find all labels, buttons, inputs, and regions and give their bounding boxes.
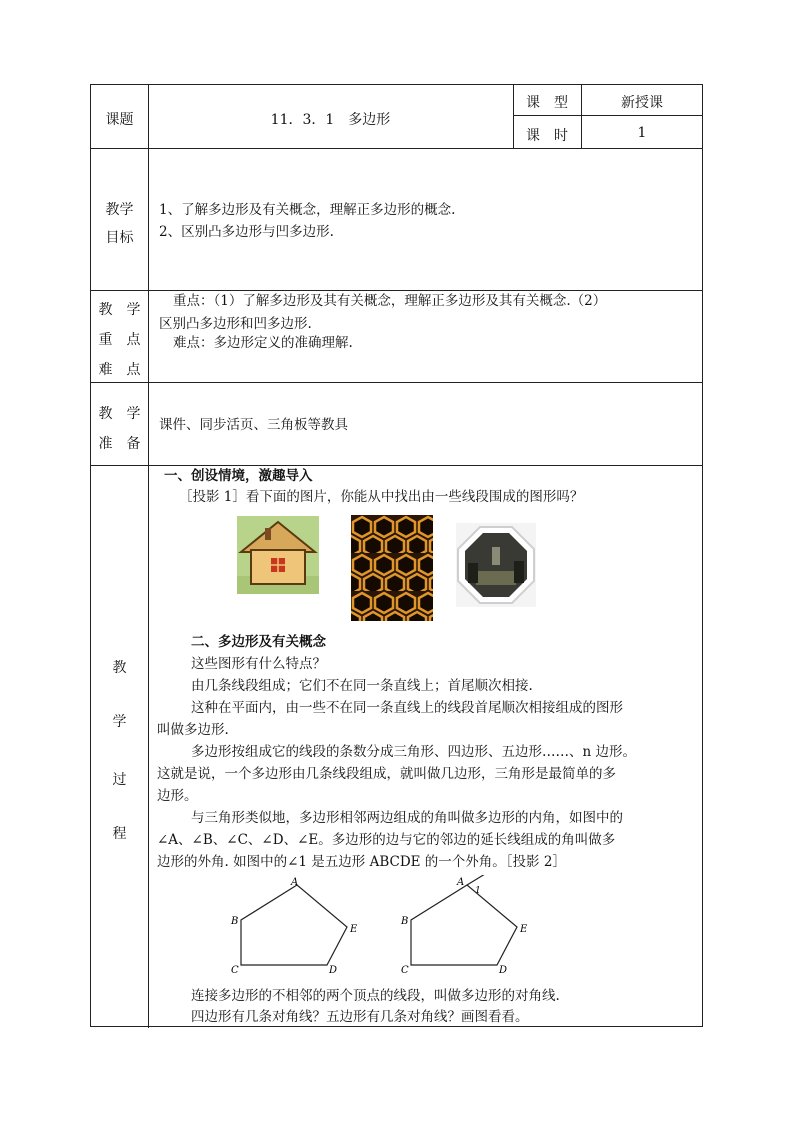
para-line: 由几条线段组成；它们不在同一条直线上；首尾顺次相接. <box>191 678 533 694</box>
vertex-label: E <box>520 924 528 935</box>
prep-text: 课件、同步活页、三角板等教具 <box>159 417 348 433</box>
divider <box>91 148 703 149</box>
honeycomb-image <box>351 515 433 621</box>
process-label-char: 学 <box>112 714 127 730</box>
keypoints-label: 教 学 <box>98 302 141 318</box>
keypoints-label: 难 点 <box>98 362 141 378</box>
vertex-label: A <box>457 877 465 888</box>
para-line: 边形的外角. 如图中的∠1 是五边形 ABCDE 的一个外角。［投影 2］ <box>157 854 566 870</box>
vertex-label: B <box>231 916 239 927</box>
para-line: 叫做多边形. <box>157 722 229 738</box>
section-1-title: 一、创设情境，激趣导入 <box>164 468 313 484</box>
key-line: 区别凸多边形和凹多边形. <box>159 316 312 332</box>
topic-value: 11．3．1 多边形 <box>270 112 391 128</box>
hard-line: 难点：多边形定义的准确理解. <box>173 335 353 351</box>
para-line: 多边形按组成它的线段的条数分成三角形、四边形、五边形……、n 边形。 <box>191 744 636 760</box>
para-line: ∠A、∠B、∠C、∠D、∠E。多边形的边与它的邻边的延长线组成的角叫做多 <box>157 832 616 848</box>
vertex-label: C <box>401 965 409 975</box>
vertex-label: C <box>231 965 239 975</box>
process-label-char: 教 <box>112 660 127 676</box>
octagon-window-image <box>456 523 536 607</box>
key-line: 重点：（1）了解多边形及其有关概念，理解正多边形及其有关概念.（2） <box>173 293 607 309</box>
goal-line: 2、区别凸多边形与凹多边形. <box>159 224 334 240</box>
para-line: 与三角形类似地，多边形相邻两边组成的角叫做多边形的内角，如图中的 <box>191 810 623 826</box>
process-label-char: 程 <box>112 826 127 842</box>
goals-label: 教学 <box>105 202 134 218</box>
keypoints-label: 重 点 <box>98 332 141 348</box>
divider <box>91 382 703 383</box>
divider <box>148 85 149 1028</box>
vertex-label: D <box>329 965 338 975</box>
pentagon-figures <box>221 875 541 975</box>
period-label: 课 时 <box>526 128 568 144</box>
para-line: 边形。 <box>157 788 198 804</box>
pentagon-interior <box>230 877 358 975</box>
divider <box>513 115 703 116</box>
topic-label: 课题 <box>105 112 134 128</box>
prep-label: 教 学 <box>98 406 141 422</box>
house-image <box>237 516 319 594</box>
type-value: 新授课 <box>621 95 663 111</box>
process-label-char: 过 <box>112 772 127 788</box>
para-line: 四边形有几条对角线？五边形有几条对角线？画图看看。 <box>191 1009 529 1025</box>
para-line: 这就是说，一个多边形由几条线段组成，就叫做几边形，三角形是最简单的多 <box>157 766 616 782</box>
prep-label: 准 备 <box>98 436 141 452</box>
angle-label: 1 <box>475 886 481 896</box>
pentagon-exterior-angle <box>400 875 528 975</box>
vertex-label: D <box>499 965 508 975</box>
para-line: 连接多边形的不相邻的两个顶点的线段，叫做多边形的对角线. <box>191 988 560 1004</box>
section-2-title: 二、多边形及有关概念 <box>191 634 326 650</box>
lesson-plan-table <box>90 84 703 1027</box>
para-line: 这种在平面内，由一些不在同一条直线上的线段首尾顺次相接组成的图形 <box>191 700 623 716</box>
type-label: 课 型 <box>526 95 568 111</box>
section-1-line: ［投影 1］看下面的图片，你能从中找出由一些线段围成的图形吗？ <box>179 489 584 505</box>
period-value: 1 <box>637 125 647 141</box>
goal-line: 1、了解多边形及有关概念，理解正多边形的概念. <box>159 202 456 218</box>
goals-label: 目标 <box>105 230 134 246</box>
vertex-label: A <box>291 877 299 888</box>
vertex-label: B <box>401 916 409 927</box>
vertex-label: E <box>350 924 358 935</box>
para-line: 这些图形有什么特点？ <box>191 656 326 672</box>
